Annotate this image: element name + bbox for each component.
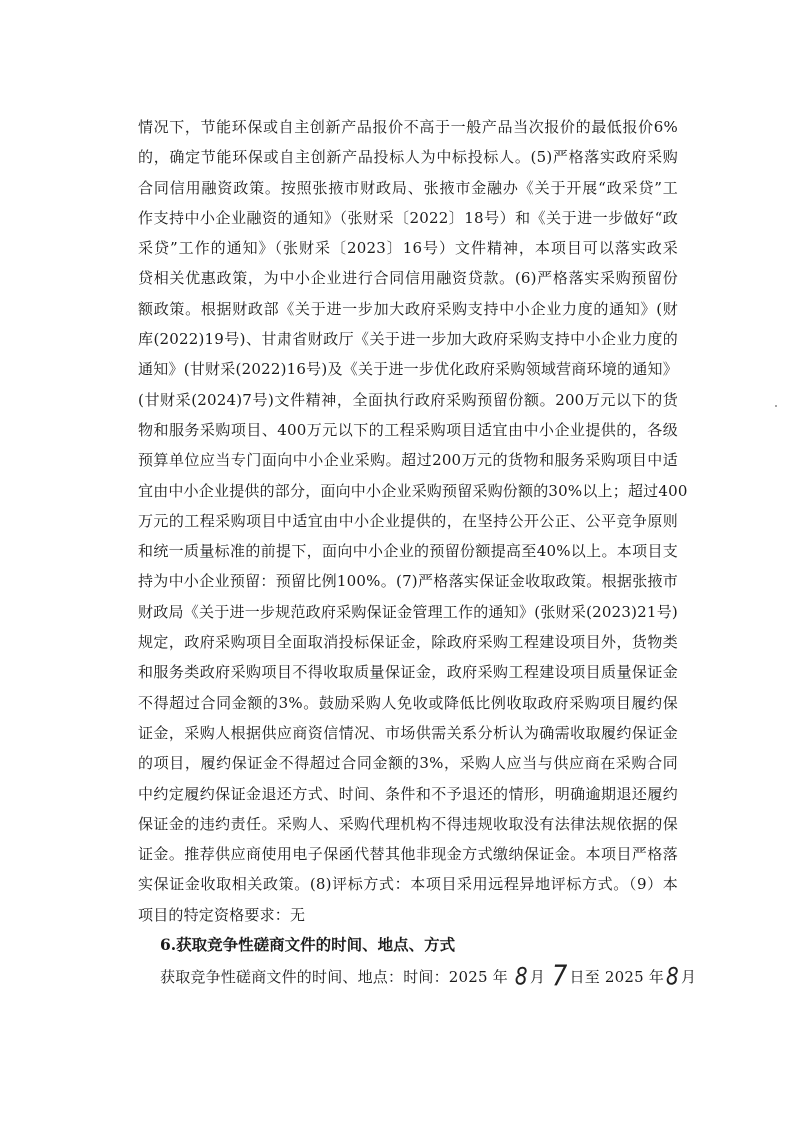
paragraph-line-15: 和统一质量标准的前提下，面向中小企业的预留份额提高至40%以上。本项目支	[138, 542, 678, 561]
day-to-label: 日至 2025 年	[569, 968, 665, 987]
body-paragraph	[138, 112, 688, 930]
paragraph-line-8: 库(2022)19号)、甘肃省财政厅《关于进一步加大政府采购支持中小企业力度的	[138, 330, 678, 349]
paragraph-line-24: 保证金的违约责任。采购人、采购代理机构不得违规收取没有法律法规依据的保	[138, 814, 678, 833]
paragraph-line-1: 情况下，节能环保或自主创新产品报价不高于一般产品当次报价的最低报价6%	[138, 118, 678, 136]
paragraph-line-11: 物和服务采购项目、400万元以下的工程采购项目适宜由中小企业提供的，各级	[138, 420, 678, 439]
paragraph-line-13: 宜由中小企业提供的部分，面向中小企业采购预留采购份额的30%以上；超过400	[138, 481, 688, 500]
paragraph-line-3: 合同信用融资政策。按照张掖市财政局、张掖市金融办《关于开展“政采贷”工	[138, 178, 678, 197]
paragraph-line-27: 项目的特定资格要求：无	[138, 905, 306, 924]
handwritten-month-start: 8	[514, 961, 528, 991]
paragraph-line-6: 贷相关优惠政策，为中小企业进行合同信用融资贷款。(6)严格落实采购预留份	[138, 269, 678, 288]
paragraph-line-26: 实保证金收取相关政策。(8)评标方式：本项目采用远程异地评标方式。（9）本	[138, 875, 678, 894]
scan-speck	[775, 405, 777, 407]
paragraph-line-14: 万元的工程采购项目中适宜由中小企业提供的，在坚持公开公正、公平竞争原则	[138, 511, 678, 530]
section-6-heading: 6.获取竞争性磋商文件的时间、地点、方式	[160, 935, 456, 955]
paragraph-line-17: 财政局《关于进一步规范政府采购保证金管理工作的通知》(张财采(2023)21号)	[138, 602, 678, 621]
handwritten-day-start: 7	[552, 959, 568, 993]
paragraph-line-23: 中约定履约保证金退还方式、时间、条件和不予退还的情形，明确逾期退还履约	[138, 784, 678, 803]
paragraph-line-2: 的，确定节能环保或自主创新产品投标人为中标投标人。(5)严格落实政府采购	[138, 148, 678, 167]
paragraph-line-21: 证金，采购人根据供应商资信情况、市场供需关系分析认为确需收取履约保证金	[138, 723, 678, 742]
month-label: 月	[529, 968, 551, 987]
paragraph-line-5: 采贷”工作的通知》（张财采〔2023〕16号）文件精神，本项目可以落实政采	[138, 239, 678, 258]
document-page	[138, 112, 697, 993]
paragraph-line-25: 证金。推荐供应商使用电子保函代替其他非现金方式缴纳保证金。本项目严格落	[138, 845, 678, 864]
paragraph-line-9: 通知》(甘财采(2022)16号)及《关于进一步优化政府采购领域营商环境的通知》	[138, 360, 678, 379]
paragraph-line-7: 额政策。根据财政部《关于进一步加大政府采购支持中小企业力度的通知》(财	[138, 299, 678, 318]
section-6-time-line	[138, 959, 697, 993]
paragraph-line-12: 预算单位应当专门面向中小企业采购。超过200万元的货物和服务采购项目中适	[138, 451, 678, 470]
paragraph-line-10: (甘财采(2024)7号)文件精神，全面执行政府采购预留份额。200万元以下的货	[138, 390, 678, 409]
paragraph-line-20: 不得超过合同金额的3%。鼓励采购人免收或降低比例收取政府采购项目履约保	[138, 693, 678, 712]
paragraph-line-18: 规定，政府采购项目全面取消投标保证金，除政府采购工程建设项目外，货物类	[138, 633, 678, 652]
month-end-label: 月	[680, 968, 697, 987]
paragraph-line-19: 和服务类政府采购项目不得收取质量保证金，政府采购工程建设项目质量保证金	[138, 663, 678, 682]
handwritten-month-end: 8	[666, 961, 679, 991]
paragraph-line-16: 持为中小企业预留：预留比例100%。(7)严格落实保证金收取政策。根据张掖市	[138, 572, 678, 591]
time-line-prefix: 获取竞争性磋商文件的时间、地点：时间：2025 年	[160, 968, 513, 987]
paragraph-line-4: 作支持中小企业融资的通知》（张财采〔2022〕18号）和《关于进一步做好“政	[138, 208, 678, 227]
paragraph-line-22: 的项目，履约保证金不得超过合同金额的3%，采购人应当与供应商在采购合同	[138, 754, 678, 773]
